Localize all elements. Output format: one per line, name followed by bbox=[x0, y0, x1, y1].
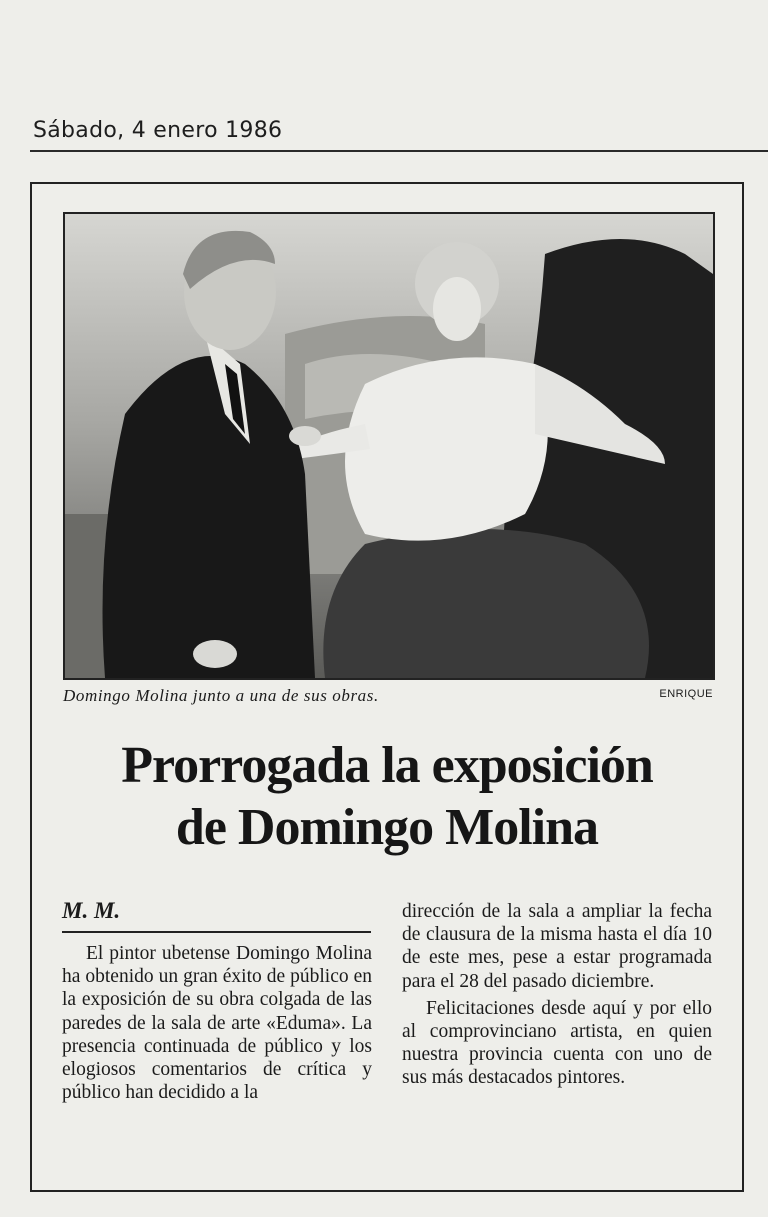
article-column-2 bbox=[402, 900, 712, 1090]
paragraph: dirección de la sala a ampliar la fecha de clausura de la misma hasta el día 10 de este mes, pese a estar programada para el 28 del pasado diciembre. bbox=[402, 901, 712, 992]
headline bbox=[40, 735, 734, 859]
article-column-1 bbox=[62, 942, 372, 1104]
paragraph: Felicitaciones desde aquí y por ello al comprovinciano artista, en quien nuestra provincia cuenta con uno de sus más destacados pintores. bbox=[402, 997, 712, 1089]
article-photo bbox=[63, 212, 715, 680]
dateline: Sábado, 4 enero 1986 bbox=[33, 118, 283, 143]
paragraph: El pintor ubetense Domingo Molina ha obtenido un gran éxito de público en la exposición de su obra colgada de las paredes de la sala de arte «Eduma». La presencia continuada de público y los elogiosos comentarios de crítica y público han decidido a la bbox=[62, 943, 372, 1104]
photo-image bbox=[65, 214, 713, 678]
photo-credit: ENRIQUE bbox=[659, 688, 713, 700]
headline-line-2: de Domingo Molina bbox=[175, 799, 599, 856]
byline: M. M. bbox=[62, 898, 121, 923]
caption-text: Domingo Molina junto a una de sus obras. bbox=[63, 686, 379, 705]
headline-line-1: Prorrogada la exposición bbox=[121, 737, 653, 794]
photo-caption bbox=[63, 686, 713, 708]
header-rule bbox=[30, 150, 768, 152]
byline-rule bbox=[62, 931, 371, 933]
